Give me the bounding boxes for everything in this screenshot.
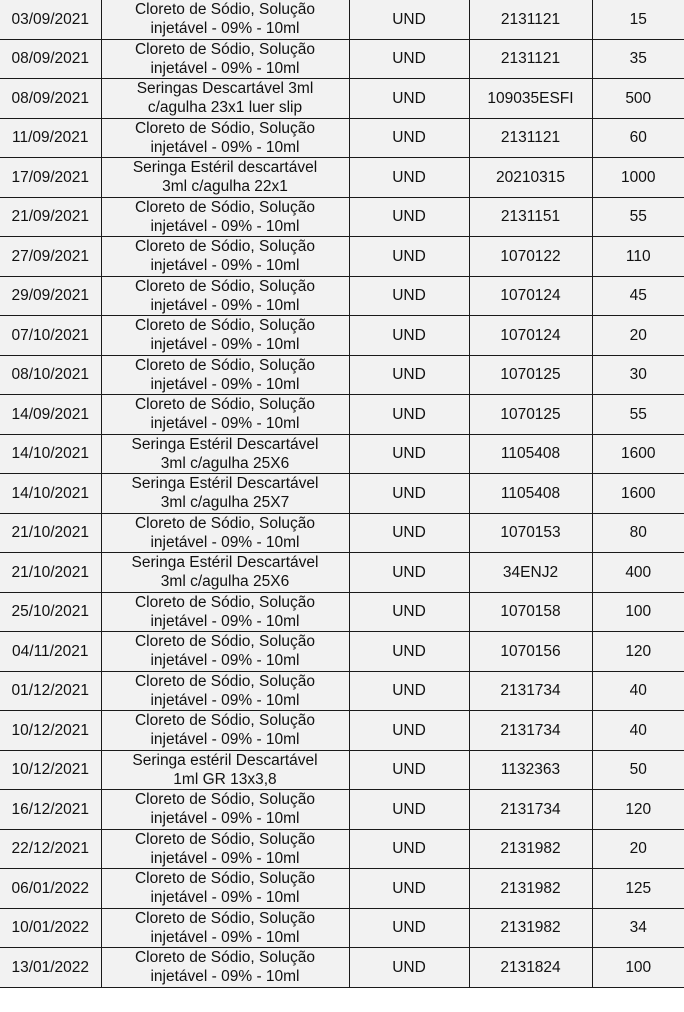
unit-cell: UND xyxy=(349,671,469,711)
description-cell xyxy=(101,39,349,79)
date-cell: 29/09/2021 xyxy=(0,276,101,316)
description-cell xyxy=(101,908,349,948)
table-row xyxy=(0,632,684,672)
quantity-cell: 45 xyxy=(592,276,684,316)
description-line-2: injetável - 09% - 10ml xyxy=(150,849,300,867)
date-cell: 14/10/2021 xyxy=(0,474,101,514)
table-row xyxy=(0,671,684,711)
table-row xyxy=(0,237,684,277)
lot-cell: 2131982 xyxy=(469,869,592,909)
lot-cell: 2131734 xyxy=(469,790,592,830)
description-line-1: Seringa Estéril descartável xyxy=(132,159,318,177)
date-cell: 17/09/2021 xyxy=(0,158,101,198)
quantity-cell: 100 xyxy=(592,948,684,988)
lot-cell: 1070125 xyxy=(469,355,592,395)
date-cell: 08/10/2021 xyxy=(0,355,101,395)
date-cell: 10/12/2021 xyxy=(0,711,101,751)
quantity-cell: 15 xyxy=(592,0,684,39)
date-cell: 11/09/2021 xyxy=(0,118,101,158)
description-cell xyxy=(101,395,349,435)
description-cell xyxy=(101,948,349,988)
description-cell xyxy=(101,474,349,514)
date-cell: 14/09/2021 xyxy=(0,395,101,435)
date-cell: 22/12/2021 xyxy=(0,829,101,869)
table-row xyxy=(0,79,684,119)
description-line-1: Cloreto de Sódio, Solução xyxy=(134,712,316,730)
lot-cell: 1070122 xyxy=(469,237,592,277)
unit-cell: UND xyxy=(349,750,469,790)
description-line-2: injetável - 09% - 10ml xyxy=(150,928,300,946)
lot-cell: 1070124 xyxy=(469,316,592,356)
description-cell xyxy=(101,158,349,198)
description-line-2: injetável - 09% - 10ml xyxy=(150,20,300,38)
unit-cell: UND xyxy=(349,79,469,119)
description-cell xyxy=(101,276,349,316)
table-row xyxy=(0,316,684,356)
description-line-2: c/agulha 23x1 luer slip xyxy=(147,99,303,117)
description-line-1: Cloreto de Sódio, Solução xyxy=(134,514,316,532)
description-line-2: injetável - 09% - 10ml xyxy=(150,691,300,709)
table-row xyxy=(0,355,684,395)
description-cell xyxy=(101,237,349,277)
description-cell xyxy=(101,632,349,672)
table-row xyxy=(0,276,684,316)
quantity-cell: 55 xyxy=(592,197,684,237)
description-cell xyxy=(101,79,349,119)
description-line-1: Cloreto de Sódio, Solução xyxy=(134,1,316,19)
unit-cell: UND xyxy=(349,276,469,316)
description-line-2: injetável - 09% - 10ml xyxy=(150,59,300,77)
description-cell xyxy=(101,750,349,790)
description-line-1: Cloreto de Sódio, Solução xyxy=(134,198,316,216)
description-line-1: Cloreto de Sódio, Solução xyxy=(134,356,316,374)
description-line-1: Seringa estéril Descartável xyxy=(132,751,318,769)
date-cell: 16/12/2021 xyxy=(0,790,101,830)
lot-cell: 34ENJ2 xyxy=(469,553,592,593)
date-cell: 21/10/2021 xyxy=(0,513,101,553)
description-cell xyxy=(101,553,349,593)
lot-cell: 2131734 xyxy=(469,671,592,711)
description-line-2: injetável - 09% - 10ml xyxy=(150,336,300,354)
date-cell: 25/10/2021 xyxy=(0,592,101,632)
table-row xyxy=(0,711,684,751)
description-line-1: Cloreto de Sódio, Solução xyxy=(134,119,316,137)
quantity-cell: 120 xyxy=(592,790,684,830)
table-row xyxy=(0,790,684,830)
description-line-1: Cloreto de Sódio, Solução xyxy=(134,672,316,690)
quantity-cell: 110 xyxy=(592,237,684,277)
lot-cell: 1070124 xyxy=(469,276,592,316)
description-line-1: Cloreto de Sódio, Solução xyxy=(134,870,316,888)
description-cell xyxy=(101,355,349,395)
description-line-1: Cloreto de Sódio, Solução xyxy=(134,791,316,809)
lot-cell: 1132363 xyxy=(469,750,592,790)
table-row xyxy=(0,948,684,988)
description-cell xyxy=(101,790,349,830)
unit-cell: UND xyxy=(349,39,469,79)
quantity-cell: 1600 xyxy=(592,434,684,474)
quantity-cell: 80 xyxy=(592,513,684,553)
unit-cell: UND xyxy=(349,908,469,948)
lot-cell: 1070153 xyxy=(469,513,592,553)
unit-cell: UND xyxy=(349,474,469,514)
quantity-cell: 20 xyxy=(592,316,684,356)
quantity-cell: 60 xyxy=(592,118,684,158)
description-line-2: injetável - 09% - 10ml xyxy=(150,652,300,670)
description-line-1: Cloreto de Sódio, Solução xyxy=(134,949,316,967)
lot-cell: 1105408 xyxy=(469,474,592,514)
date-cell: 14/10/2021 xyxy=(0,434,101,474)
lot-cell: 2131121 xyxy=(469,0,592,39)
description-line-2: injetável - 09% - 10ml xyxy=(150,375,300,393)
lot-cell: 2131151 xyxy=(469,197,592,237)
description-line-1: Seringa Estéril Descartável xyxy=(131,475,319,493)
quantity-cell: 34 xyxy=(592,908,684,948)
unit-cell: UND xyxy=(349,592,469,632)
quantity-cell: 1600 xyxy=(592,474,684,514)
date-cell: 01/12/2021 xyxy=(0,671,101,711)
quantity-cell: 400 xyxy=(592,553,684,593)
date-cell: 06/01/2022 xyxy=(0,869,101,909)
quantity-cell: 120 xyxy=(592,632,684,672)
table-row xyxy=(0,592,684,632)
date-cell: 03/09/2021 xyxy=(0,0,101,39)
table-row xyxy=(0,750,684,790)
description-cell xyxy=(101,513,349,553)
unit-cell: UND xyxy=(349,355,469,395)
lot-cell: 2131121 xyxy=(469,118,592,158)
description-line-2: injetável - 09% - 10ml xyxy=(150,731,300,749)
date-cell: 10/01/2022 xyxy=(0,908,101,948)
date-cell: 13/01/2022 xyxy=(0,948,101,988)
description-line-2: injetável - 09% - 10ml xyxy=(150,217,300,235)
unit-cell: UND xyxy=(349,118,469,158)
date-cell: 08/09/2021 xyxy=(0,79,101,119)
table-row xyxy=(0,0,684,39)
lot-cell: 1070158 xyxy=(469,592,592,632)
lot-cell: 1070156 xyxy=(469,632,592,672)
unit-cell: UND xyxy=(349,711,469,751)
description-line-1: Cloreto de Sódio, Solução xyxy=(134,593,316,611)
description-line-2: 3ml c/agulha 25X7 xyxy=(160,494,290,512)
unit-cell: UND xyxy=(349,197,469,237)
unit-cell: UND xyxy=(349,948,469,988)
quantity-cell: 500 xyxy=(592,79,684,119)
date-cell: 10/12/2021 xyxy=(0,750,101,790)
quantity-cell: 40 xyxy=(592,711,684,751)
description-line-1: Cloreto de Sódio, Solução xyxy=(134,633,316,651)
table-row xyxy=(0,553,684,593)
lot-cell: 2131824 xyxy=(469,948,592,988)
unit-cell: UND xyxy=(349,395,469,435)
lot-cell: 20210315 xyxy=(469,158,592,198)
description-line-1: Cloreto de Sódio, Solução xyxy=(134,238,316,256)
description-line-1: Cloreto de Sódio, Solução xyxy=(134,40,316,58)
unit-cell: UND xyxy=(349,790,469,830)
description-line-1: Cloreto de Sódio, Solução xyxy=(134,317,316,335)
table-row xyxy=(0,513,684,553)
date-cell: 21/09/2021 xyxy=(0,197,101,237)
date-cell: 08/09/2021 xyxy=(0,39,101,79)
table-row xyxy=(0,434,684,474)
unit-cell: UND xyxy=(349,237,469,277)
table-row xyxy=(0,829,684,869)
description-cell xyxy=(101,592,349,632)
description-line-2: injetável - 09% - 10ml xyxy=(150,968,300,986)
date-cell: 04/11/2021 xyxy=(0,632,101,672)
lot-cell: 2131982 xyxy=(469,908,592,948)
description-line-2: injetável - 09% - 10ml xyxy=(150,138,300,156)
description-line-2: injetável - 09% - 10ml xyxy=(150,533,300,551)
table-row xyxy=(0,908,684,948)
table-row xyxy=(0,158,684,198)
lot-cell: 1070125 xyxy=(469,395,592,435)
unit-cell: UND xyxy=(349,829,469,869)
quantity-cell: 35 xyxy=(592,39,684,79)
quantity-cell: 55 xyxy=(592,395,684,435)
description-cell xyxy=(101,118,349,158)
table-row xyxy=(0,474,684,514)
unit-cell: UND xyxy=(349,632,469,672)
description-line-2: injetável - 09% - 10ml xyxy=(150,415,300,433)
description-line-1: Cloreto de Sódio, Solução xyxy=(134,277,316,295)
quantity-cell: 20 xyxy=(592,829,684,869)
table-row xyxy=(0,118,684,158)
unit-cell: UND xyxy=(349,869,469,909)
unit-cell: UND xyxy=(349,0,469,39)
date-cell: 21/10/2021 xyxy=(0,553,101,593)
description-line-2: injetável - 09% - 10ml xyxy=(150,296,300,314)
description-line-1: Cloreto de Sódio, Solução xyxy=(134,909,316,927)
unit-cell: UND xyxy=(349,434,469,474)
quantity-cell: 125 xyxy=(592,869,684,909)
description-cell xyxy=(101,711,349,751)
description-line-2: 1ml GR 13x3,8 xyxy=(173,770,277,788)
quantity-cell: 50 xyxy=(592,750,684,790)
description-cell xyxy=(101,197,349,237)
description-cell xyxy=(101,316,349,356)
table-row xyxy=(0,39,684,79)
quantity-cell: 40 xyxy=(592,671,684,711)
unit-cell: UND xyxy=(349,316,469,356)
description-line-2: 3ml c/agulha 25X6 xyxy=(160,454,290,472)
description-line-2: 3ml c/agulha 25X6 xyxy=(160,573,290,591)
unit-cell: UND xyxy=(349,158,469,198)
description-cell xyxy=(101,671,349,711)
lot-cell: 2131121 xyxy=(469,39,592,79)
table-row xyxy=(0,869,684,909)
description-line-1: Cloreto de Sódio, Solução xyxy=(134,830,316,848)
description-line-1: Seringa Estéril Descartável xyxy=(131,435,319,453)
lot-cell: 1105408 xyxy=(469,434,592,474)
quantity-cell: 30 xyxy=(592,355,684,395)
description-line-2: injetável - 09% - 10ml xyxy=(150,810,300,828)
lot-cell: 2131982 xyxy=(469,829,592,869)
unit-cell: UND xyxy=(349,513,469,553)
unit-cell: UND xyxy=(349,553,469,593)
quantity-cell: 1000 xyxy=(592,158,684,198)
lot-cell: 2131734 xyxy=(469,711,592,751)
description-cell xyxy=(101,829,349,869)
quantity-cell: 100 xyxy=(592,592,684,632)
description-line-1: Seringas Descartável 3ml xyxy=(136,80,314,98)
description-line-2: 3ml c/agulha 22x1 xyxy=(162,178,288,196)
table-row xyxy=(0,197,684,237)
description-line-1: Cloreto de Sódio, Solução xyxy=(134,396,316,414)
date-cell: 27/09/2021 xyxy=(0,237,101,277)
description-line-2: injetável - 09% - 10ml xyxy=(150,257,300,275)
description-cell xyxy=(101,869,349,909)
description-line-2: injetável - 09% - 10ml xyxy=(150,889,300,907)
lot-cell: 109035ESFI xyxy=(469,79,592,119)
description-line-2: injetável - 09% - 10ml xyxy=(150,612,300,630)
description-cell xyxy=(101,0,349,39)
description-cell xyxy=(101,434,349,474)
date-cell: 07/10/2021 xyxy=(0,316,101,356)
description-line-1: Seringa Estéril Descartável xyxy=(131,554,319,572)
table-row xyxy=(0,395,684,435)
